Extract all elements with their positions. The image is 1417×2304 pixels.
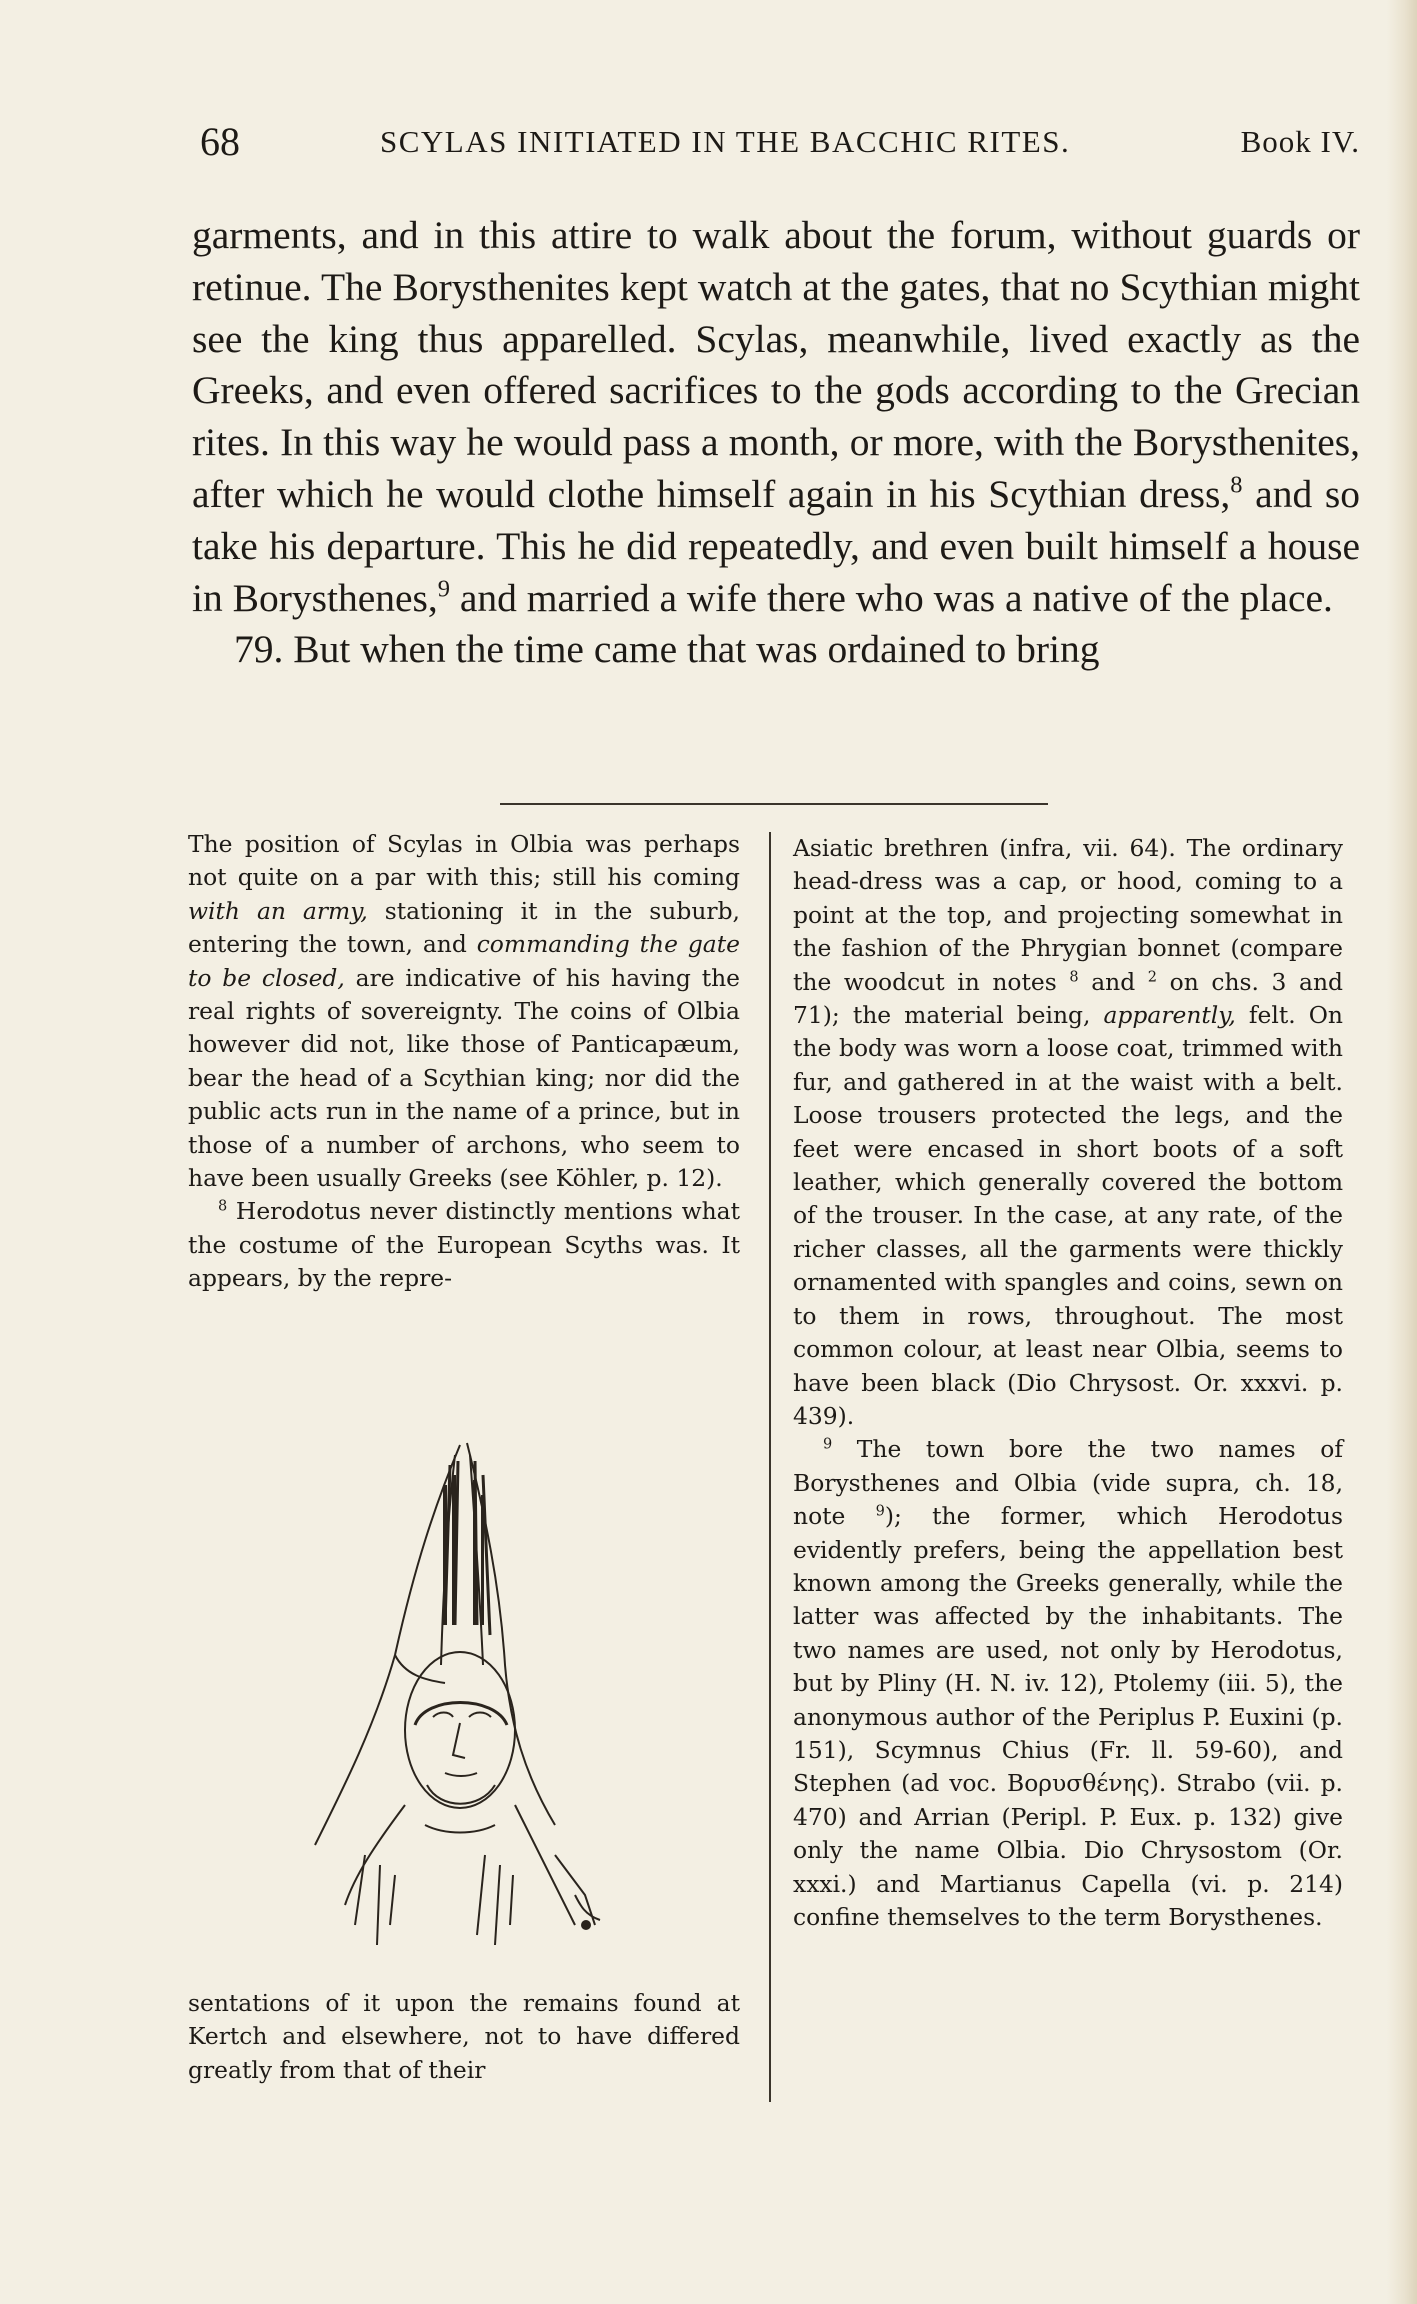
footnote-8: $^8$ Herodotus never distinctly mentions what the costume of the European Scyths was. It appears, by the repre- <box>188 1197 740 1293</box>
footnote-9-marker: 9 <box>823 1436 833 1453</box>
footnotes-left-column <box>188 828 740 1296</box>
running-title: SCYLAS INITIATED IN THE BACCHIC RITES. <box>380 124 1071 159</box>
footnote-9: $^9$ The town bore the two names of Borysthenes and Olbia (vide supra, ch. 18, note $^9$); the former, which Herodotus evidently prefers, being the appellation best known among the Greeks generally, while the latter was affected by the inhabitants. The two names are used, not only by Herodotus, but by Pliny (H. N. iv. 12), Ptolemy (iii. 5), the anonymous author of the Periplus P. Euxini (p. 151), Scymnus Chius (Fr. ll. 59-60), and Stephen (ad voc. Βορυσθένης). Strabo (vii. p. 470) and Arrian (Peripl. P. Eux. p. 132) give only the name Olbia. Dio Chrysostom (Or. xxxi.) and Martianus Capella (vi. p. 214) confine themselves to the term Borysthenes. <box>793 1435 1343 1931</box>
main-paragraph-1: garments, and in this attire to walk about the forum, without guards or retinue. The Borysthenites kept watch at the gates, that no Scythian might see the king thus apparelled. Scylas, meanwhile, lived exactly as the Greeks, and even offered sacrifices to the gods according to the Grecian rites. In this way he would pass a month, or more, with the Borysthenites, after which he would clothe himself again in his Scythian dress,$^8$ and so take his departure. This he did repeatedly, and even built himself a house in Borysthenes,$^9$ and married a wife there who was a native of the place. <box>192 213 1360 620</box>
footnote-ref-8: 8 <box>1230 471 1243 499</box>
book-label: Book IV. <box>1240 124 1360 159</box>
footnote-8-part-2: Asiatic brethren (infra, vii. 64). The ordinary head-dress was a cap, or hood, coming to a point at the top, and projecting somewhat in the fashion of the Phrygian bonnet (compare the woodcut in notes $^8$ and $^2$ on chs. 3 and 71); the material being, apparently, felt. On the body was worn a loose coat, trimmed with fur, and gathered in at the waist with a belt. Loose trousers protected the legs, and the feet were encased in short boots of a soft leather, which generally covered the bottom of the trouser. In the case, at any rate, of the richer classes, all the garments were thickly ornamented with spangles and coins, sewn on to them in rows, throughout. The most common colour, at least near Olbia, seems to have been black (Dio Chrysost. Or. xxxvi. p. 439). <box>793 834 1344 1430</box>
footnotes-left-column-bottom <box>188 1987 740 2087</box>
footnote-ref-9: 9 <box>437 574 451 602</box>
main-paragraph-2: 79. But when the time came that was ordained to bring <box>234 627 1100 672</box>
footnotes-right-column <box>793 832 1343 1934</box>
footnote-divider <box>500 803 1048 805</box>
footnote-8-continued: sentations of it upon the remains found at Kertch and elsewhere, not to have differed greatly from that of their <box>188 1989 740 2084</box>
page-edge <box>1387 0 1417 2304</box>
footnote-continuation: The position of Scylas in Olbia was perhaps not quite on a par with this; still his coming with an army, stationing it in the suburb, entering the town, and commanding the gate to be closed, are indicative of his having the real rights of sovereignty. The coins of Olbia however did not, like those of Panticapæum, bear the head of a Scythian king; nor did the public acts run in the name of a prince, but in those of a number of archons, who seem to have been usually Greeks (see Köhler, p. 12). <box>188 830 740 1193</box>
running-head <box>200 118 1360 168</box>
page-number: 68 <box>200 119 240 164</box>
column-divider <box>769 832 771 2102</box>
scythian-head-woodcut <box>255 1425 645 1965</box>
woodcut-illustration <box>255 1425 645 1965</box>
main-text <box>192 210 1360 676</box>
footnote-8-marker: 8 <box>218 1198 228 1215</box>
